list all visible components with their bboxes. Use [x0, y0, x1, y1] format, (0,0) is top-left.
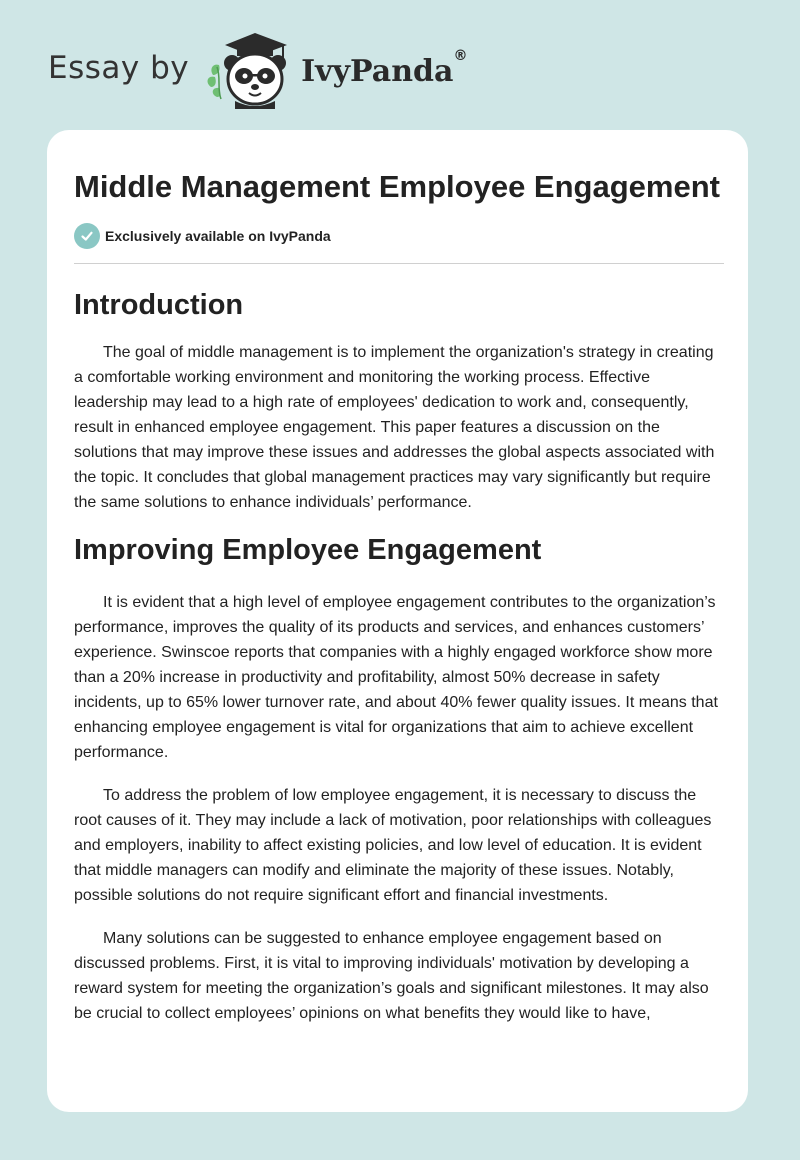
essay-content: [74, 166, 724, 1026]
essay-title: Middle Management Employee Engagement: [74, 169, 720, 204]
panda-logo-icon: [205, 31, 295, 109]
brand-prefix: Essay by: [48, 50, 190, 86]
brand-header: [48, 30, 467, 110]
paragraph: To address the problem of low employee engagement, it is necessary to discuss the root causes of it. They may include a lack of motivation, poor relationships with colleagues and employers, inability to affect existing policies, and low level of education. It is evident that middle managers can modify and eliminate the majority of these issues. Notably, possible solutions do not require significant effort and financial investments.: [74, 787, 712, 904]
registered-mark: ®: [453, 47, 468, 64]
section-heading-improving-engagement: Improving Employee Engagement: [74, 534, 542, 566]
exclusive-badge: [74, 222, 724, 250]
section-heading-introduction: Introduction: [74, 289, 244, 321]
paragraph: The goal of middle management is to implement the organization's strategy in creating a comfortable working environment and monitoring the working process. Effective leadership may lead to a high rate of employees' dedication to work and, consequently, result in enhanced employee engagement. This paper features a discussion on the solutions that may improve these issues and addresses the global aspects associated with the topic. It concludes that global management practices may vary significantly but require the same solutions to enhance individuals’ performance.: [74, 344, 715, 511]
essay-card: [47, 130, 748, 1112]
brand-name-text: IvyPanda: [301, 53, 454, 89]
divider: [74, 263, 724, 264]
brand-name: [301, 47, 468, 89]
paragraph: Many solutions can be suggested to enhance employee engagement based on discussed problems. First, it is vital to improving individuals' motivation by developing a reward system for meeting the organization’s goals and significant milestones. It may also be crucial to collect employees’ opinions on what benefits they would like to have,: [74, 930, 709, 1022]
check-circle-icon: [74, 223, 100, 249]
paragraph: It is evident that a high level of employee engagement contributes to the organization’s performance, improves the quality of its products and services, and enhances customers’ experience. Swinscoe reports that companies with a highly engaged workforce show more than a 20% increase in productivity and profitability, almost 50% decrease in safety incidents, up to 65% lower turnover rate, and about 40% fewer quality issues. It means that enhancing employee engagement is vital for organizations that aim to achieve excellent performance.: [74, 594, 718, 761]
exclusive-label: Exclusively available on IvyPanda: [105, 228, 331, 244]
